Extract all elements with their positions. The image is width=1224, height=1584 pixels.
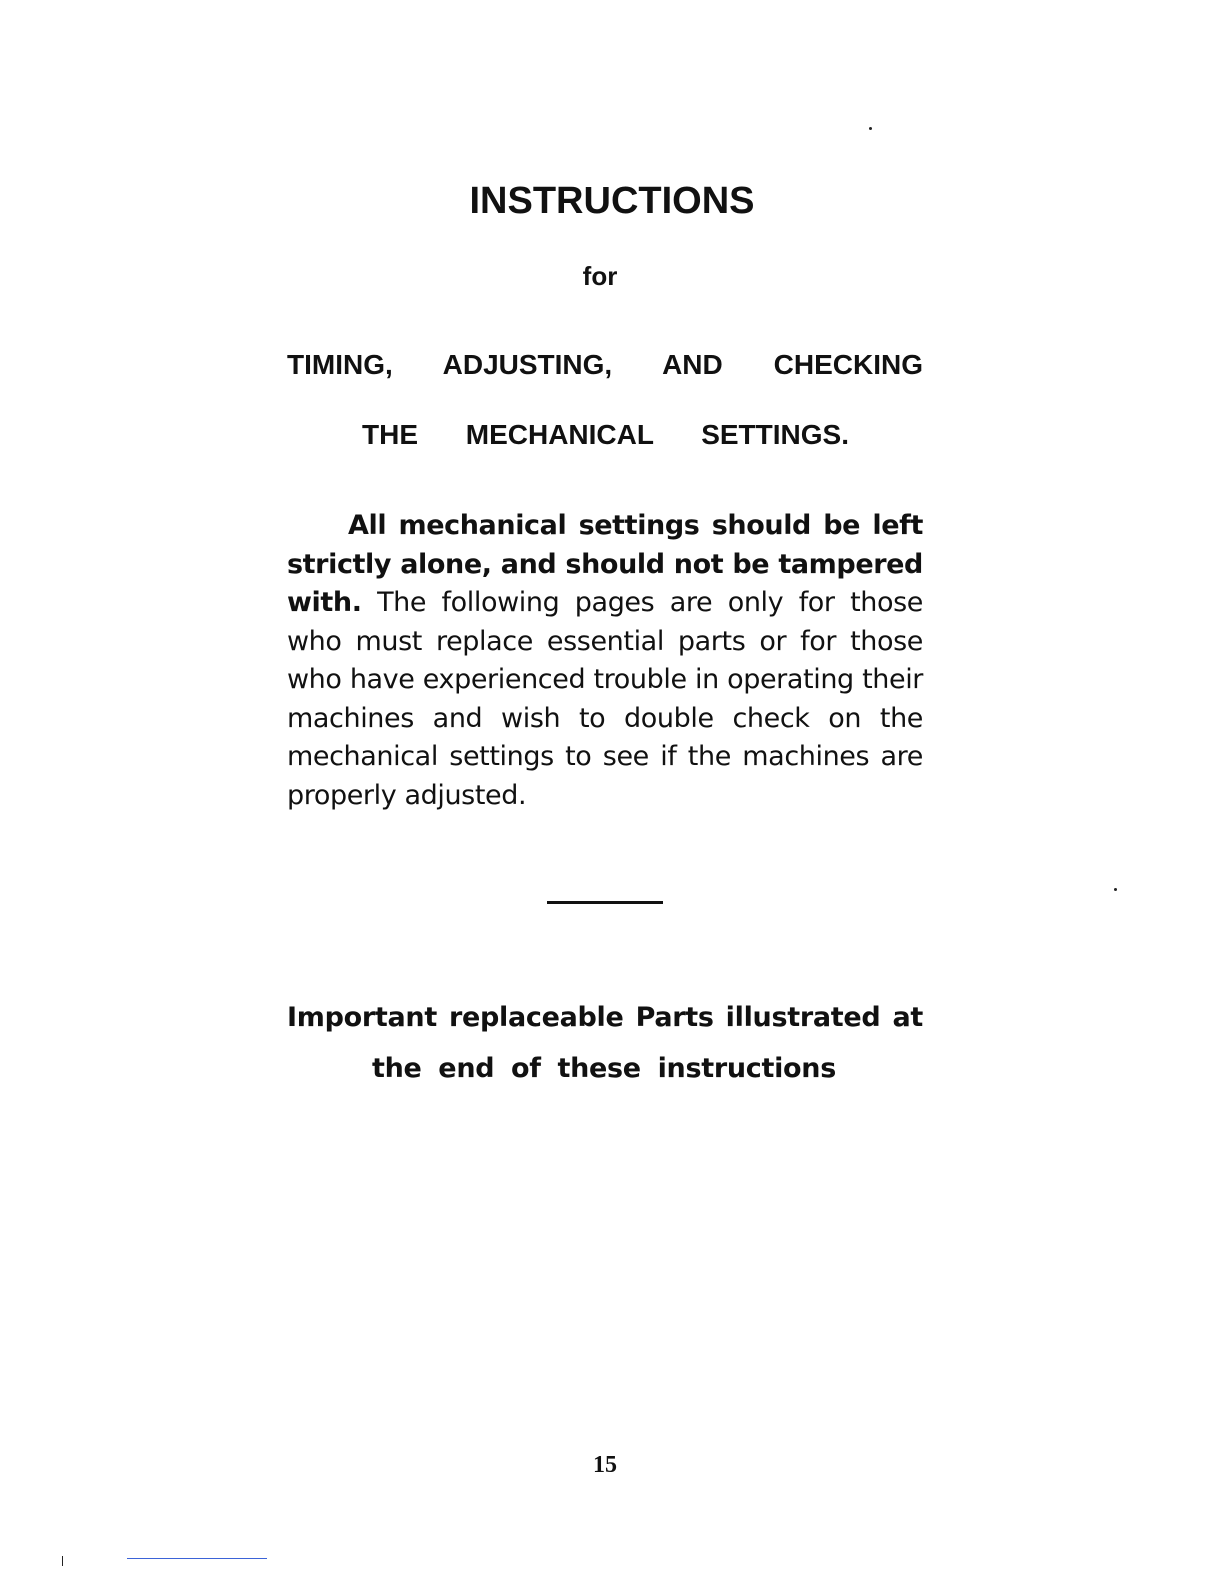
- page-title: INSTRUCTIONS: [469, 180, 755, 222]
- paragraph-bold-text: All mechanical settings should be left strictly alone, and should not be tampered with.: [287, 510, 923, 618]
- scan-speck: [1114, 888, 1117, 891]
- paragraph-regular-text: The following pages are only for those who must replace essential parts or for those who have experienced trouble in operating their machines and wish to double check on the mechanical settings to see if the machines are properly adjusted.: [287, 587, 923, 811]
- parts-note-line-1: Important replaceable Parts illustrated at: [287, 1002, 923, 1033]
- page-number: 15: [593, 1452, 617, 1478]
- section-divider: [547, 901, 663, 904]
- parts-note-line-2: the end of these instructions: [372, 1053, 836, 1084]
- scan-speck: [869, 127, 872, 130]
- instruction-paragraph: [287, 507, 923, 815]
- title-connector: for: [582, 261, 618, 291]
- scan-speck: [62, 1556, 63, 1566]
- subtitle-line-2: THE MECHANICAL SETTINGS.: [362, 419, 849, 450]
- footnote-rule: [127, 1558, 267, 1559]
- subtitle-line-1: TIMING, ADJUSTING, AND CHECKING: [287, 349, 923, 380]
